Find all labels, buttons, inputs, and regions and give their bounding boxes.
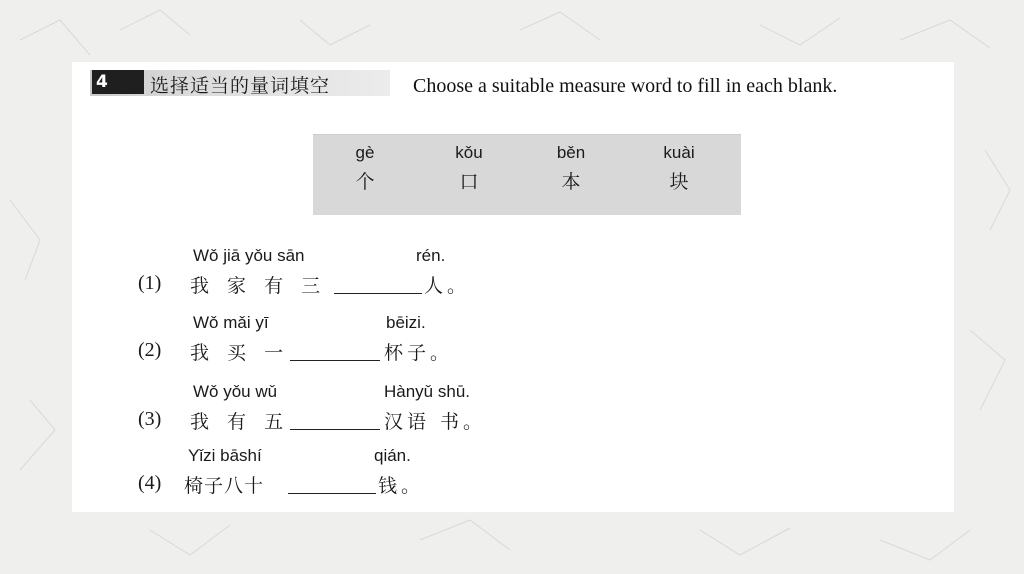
item-sentence-after: 钱。 bbox=[378, 475, 425, 497]
exercise-sheet bbox=[72, 62, 954, 512]
answer-blank[interactable] bbox=[334, 293, 422, 294]
item-sentence-after: 杯子。 bbox=[384, 342, 454, 364]
item-pinyin-after: Hànyǔ shū. bbox=[384, 382, 470, 401]
word-bank-item bbox=[335, 143, 395, 194]
exercise-item-4 bbox=[138, 446, 538, 506]
word-bank-item bbox=[439, 143, 499, 194]
word-pinyin: běn bbox=[556, 143, 586, 162]
item-pinyin-after: qián. bbox=[374, 446, 411, 465]
item-sentence-before: 我 有 五 bbox=[190, 411, 290, 433]
exercise-item-3 bbox=[138, 382, 538, 442]
word-pinyin: gè bbox=[355, 143, 375, 162]
item-number: (4) bbox=[138, 472, 162, 494]
word-bank-item bbox=[649, 143, 709, 194]
item-number: (3) bbox=[138, 408, 162, 430]
item-sentence-after: 人。 bbox=[424, 275, 471, 297]
item-sentence-before: 我 家 有 三 bbox=[190, 275, 327, 297]
word-hanzi: 个 bbox=[355, 171, 375, 193]
item-sentence-before: 我 买 一 bbox=[190, 342, 290, 364]
exercise-item-1 bbox=[138, 246, 538, 306]
word-bank-item bbox=[541, 143, 601, 194]
item-number: (2) bbox=[138, 339, 162, 361]
exercise-item-2 bbox=[138, 313, 538, 373]
item-pinyin-before: Yǐzi bāshí bbox=[188, 446, 262, 465]
word-hanzi: 块 bbox=[669, 171, 689, 193]
item-pinyin-before: Wǒ jiā yǒu sān bbox=[193, 246, 305, 265]
word-pinyin: kuài bbox=[663, 143, 695, 162]
answer-blank[interactable] bbox=[290, 429, 380, 430]
word-bank bbox=[313, 134, 741, 215]
exercise-number: 4 bbox=[92, 70, 144, 94]
item-sentence-after: 汉语 书。 bbox=[384, 411, 487, 433]
word-hanzi: 本 bbox=[561, 171, 581, 193]
item-pinyin-before: Wǒ yǒu wǔ bbox=[193, 382, 278, 401]
answer-blank[interactable] bbox=[290, 360, 380, 361]
exercise-title-chinese: 选择适当的量词填空 bbox=[150, 75, 331, 97]
answer-blank[interactable] bbox=[288, 493, 376, 494]
item-pinyin-after: bēizi. bbox=[386, 313, 426, 332]
item-sentence-before: 椅子八十 bbox=[184, 475, 265, 497]
exercise-title-english: Choose a suitable measure word to fill in each blank. bbox=[413, 75, 838, 97]
word-hanzi: 口 bbox=[459, 171, 479, 193]
item-pinyin-after: rén. bbox=[416, 246, 446, 265]
item-number: (1) bbox=[138, 272, 162, 294]
word-pinyin: kǒu bbox=[455, 143, 483, 162]
item-pinyin-before: Wǒ mǎi yī bbox=[193, 313, 269, 332]
